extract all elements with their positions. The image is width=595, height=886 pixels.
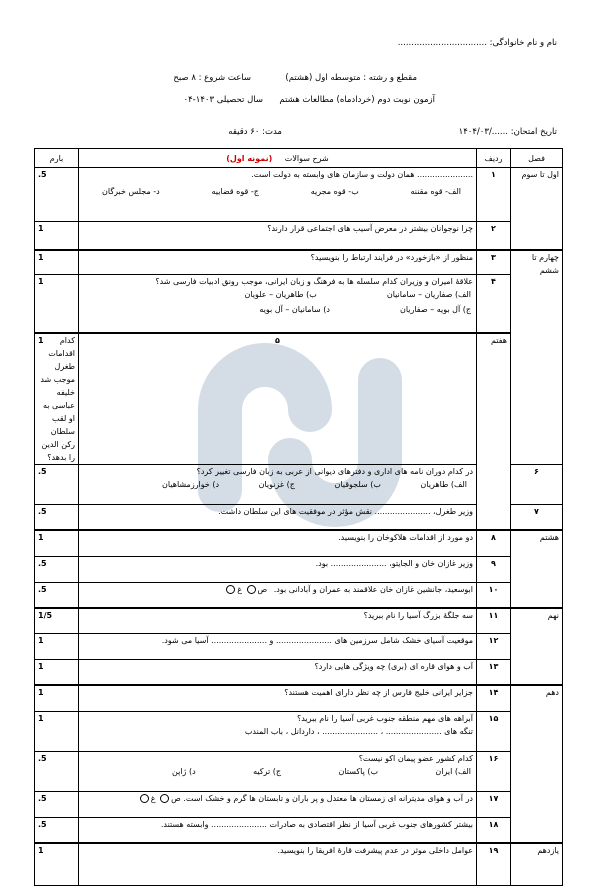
question-text <box>79 275 477 333</box>
false-circle-icon <box>140 794 149 803</box>
table-row <box>35 530 563 556</box>
exam-title: آزمون نوبت دوم (خردادماه) مطالعات هشتم <box>279 95 435 105</box>
option-list <box>82 185 473 198</box>
option-list <box>82 478 473 491</box>
score-cell: 1/5 <box>35 608 79 633</box>
question-number: ۲ <box>477 222 511 250</box>
option-list <box>82 765 473 778</box>
question-number: ۱۸ <box>477 817 511 843</box>
score-cell: .5 <box>35 168 79 222</box>
question-text: منظور از «بازخورد» در فرایند ارتباط را بنویسید؟ <box>79 250 477 275</box>
false-circle-icon <box>226 585 235 594</box>
table-row <box>35 250 563 275</box>
question-text <box>79 751 477 791</box>
question-number: ۱۳ <box>477 659 511 685</box>
question-text: کدام اقدامات طغرل موجب شد خلیفه عباسی به او لقب سلطان رکن الدین را بدهد؟ <box>35 333 79 465</box>
option-a: الف) ایران <box>435 766 471 776</box>
option-d: د) سامانیان – آل بویه <box>259 305 330 314</box>
option-c: ج) آل بویه – صفاریان <box>399 305 471 314</box>
question-number: ۱۲ <box>477 633 511 659</box>
header-desc-sample: (نمونه اول) <box>226 153 273 163</box>
question-text: بیشتر کشورهای جنوب غربی آسیا از نظر اقتصادی به صادرات ...................... وابسته هستند. <box>79 817 477 843</box>
question-body: آبراهه های مهم منطقه جنوب غربی آسیا را نام ببرید؟ <box>296 713 473 723</box>
score-cell: 1 <box>35 711 79 751</box>
option-d: د) ژاپن <box>172 766 196 776</box>
question-body: در آب و هوای مدیترانه ای زمستان ها معتدل و پر باران و تابستان ها گرم و خشک است. <box>183 793 473 803</box>
score-cell: 1 <box>35 275 79 333</box>
table-row <box>35 556 563 582</box>
false-option[interactable]: غ <box>138 794 156 803</box>
table-row <box>35 685 563 711</box>
true-circle-icon <box>160 794 169 803</box>
score-cell: .5 <box>35 556 79 582</box>
question-text: وزیر غازان خان و الجایتو، ...................... بود. <box>79 556 477 582</box>
exam-table <box>34 148 563 886</box>
question-text: وزیر طغرل، ...................... نقش مؤثر در موفقیت های این سلطان داشت. <box>79 504 477 530</box>
header-section: فصل <box>511 149 563 168</box>
question-text: عوامل داخلی موثر در عدم پیشرفت قارهٔ افریقا را بنویسید. <box>79 843 477 885</box>
option-b: ب) پاکستان <box>338 766 378 776</box>
header-desc-label: شرح سوالات <box>284 153 329 163</box>
question-number: ۱۹ <box>477 843 511 885</box>
question-text: دو مورد از اقدامات هلاکوخان را بنویسید. <box>79 530 477 556</box>
score-cell: .5 <box>35 817 79 843</box>
question-text <box>79 711 477 751</box>
question-number: ۸ <box>477 530 511 556</box>
score-cell: 1 <box>35 659 79 685</box>
score-cell: 1 <box>35 633 79 659</box>
table-row <box>35 791 563 817</box>
question-number: ۱۱ <box>477 608 511 633</box>
table-row <box>35 222 563 250</box>
question-body: کدام کشور عضو پیمان اکو نیست؟ <box>358 753 473 763</box>
option-c: ج) غزنویان <box>258 479 295 489</box>
option-c: ج) ترکیه <box>253 766 282 776</box>
question-number: ۱۵ <box>477 711 511 751</box>
duration-label: مدت: ۶۰ دقیقه <box>228 127 282 137</box>
question-number: ۹ <box>477 556 511 582</box>
question-text: موقعیت آسیای خشک شامل سرزمین های ...................... و ...................... آسیا می شود. <box>79 633 477 659</box>
header-row: ردیف <box>477 149 511 168</box>
option-a: الف- قوه مقننه <box>410 187 461 196</box>
score-cell: 1 <box>35 222 79 250</box>
option-d: د) خوارزمشاهیان <box>162 479 220 489</box>
question-number: ۳ <box>477 250 511 275</box>
question-text <box>79 582 477 608</box>
question-body: در کدام دوران نامه های اداری و دفترهای دیوانی از عربی به زبان فارسی تغییر کرد؟ <box>196 466 473 476</box>
table-row <box>35 659 563 685</box>
exam-date-label: تاریخ امتحان: ....../۱۴۰۴/۰۳ <box>458 127 557 137</box>
false-option[interactable]: غ <box>224 585 242 594</box>
option-row <box>82 288 473 301</box>
question-body: ابوسعید، جانشین غازان خان علاقمند به عمران و آبادانی بود. <box>273 584 473 594</box>
score-cell: 1 <box>35 843 79 885</box>
option-b: ب- قوه مجریه <box>310 187 359 196</box>
start-time-label: ساعت شروع : ۸ صبح <box>173 73 251 83</box>
table-row <box>35 582 563 608</box>
question-text: سه جلگهٔ بزرگ آسیا را نام ببرید؟ <box>79 608 477 633</box>
question-text: آب و هوای قاره ای (بری) چه ویژگی هایی دارد؟ <box>79 659 477 685</box>
option-b: ب) طاهریان – علویان <box>244 290 317 299</box>
score-cell: 1 <box>35 530 79 556</box>
table-row <box>35 817 563 843</box>
table-row <box>35 608 563 633</box>
score-cell: .5 <box>35 504 79 530</box>
header-score: بارم <box>35 149 79 168</box>
question-text: جزایر ایرانی خلیج فارس از چه نظر دارای اهمیت هستند؟ <box>79 685 477 711</box>
question-body: علاقهٔ امیران و وزیران کدام سلسله ها به فرهنگ و زبان ایرانی، موجب رونق ادبیات فارسی شد؟ <box>155 277 473 286</box>
table-row <box>35 751 563 791</box>
school-year-label: سال تحصیلی ۱۴۰۳-۰۴ <box>183 95 263 105</box>
table-row <box>35 843 563 885</box>
section-cell: چهارم تا ششم <box>511 250 563 465</box>
table-row <box>35 711 563 751</box>
question-body: ...................... همان دولت و سازمان های وابسته به دولت است. <box>251 170 473 179</box>
option-row <box>82 303 473 316</box>
option-d: د- مجلس خبرگان <box>102 187 160 196</box>
student-name-field: نام و نام خانوادگی: ................................. <box>397 38 557 48</box>
section-cell: دهم <box>511 685 563 843</box>
table-row <box>35 633 563 659</box>
true-option[interactable]: ص <box>158 794 181 803</box>
question-number: ۱۰ <box>477 582 511 608</box>
grade-label: مقطع و رشته : متوسطه اول (هشتم) <box>285 73 417 83</box>
question-number: ۱۴ <box>477 685 511 711</box>
option-c: ج- قوه قضاییه <box>211 187 259 196</box>
question-text <box>79 168 477 222</box>
true-circle-icon <box>247 585 256 594</box>
section-cell: اول تا سوم <box>511 168 563 250</box>
question-number: ۵ <box>79 333 477 465</box>
question-number: ۱۷ <box>477 791 511 817</box>
true-option[interactable]: ص <box>245 585 268 594</box>
option-b: ب) سلجوقیان <box>334 479 381 489</box>
question-text <box>79 791 477 817</box>
question-text <box>79 464 477 504</box>
table-row <box>35 275 563 333</box>
score-cell: .5 <box>35 751 79 791</box>
section-cell: نهم <box>511 608 563 685</box>
question-number: ۱۶ <box>477 751 511 791</box>
section-cell: هشتم <box>511 530 563 608</box>
question-number: ۱ <box>477 168 511 222</box>
question-number: ۷ <box>511 504 563 530</box>
section-cell: یازدهم <box>511 843 563 885</box>
score-cell: .5 <box>35 464 79 504</box>
score-cell: .5 <box>35 582 79 608</box>
header-desc <box>79 149 477 168</box>
table-row: هفتم ۵ کدام اقدامات طغرل موجب شد خلیفه عباسی به او لقب سلطان رکن الدین را بدهد؟ 1 <box>35 333 563 465</box>
question-text: چرا نوجوانان بیشتر در معرض آسیب های اجتماعی قرار دارند؟ <box>79 222 477 250</box>
table-row <box>35 168 563 222</box>
question-number: ۶ <box>511 464 563 504</box>
option-a: الف) طاهریان <box>420 479 467 489</box>
score-cell: 1 <box>35 250 79 275</box>
question-number: ۴ <box>477 275 511 333</box>
question-body-2: تنگه های ...................... ، ...................... ، داردانل ، باب المندب <box>244 726 473 736</box>
option-a: الف) صفاریان – سامانیان <box>386 290 471 299</box>
table-header-row <box>35 149 563 168</box>
score-cell: .5 <box>35 791 79 817</box>
section-cell: هفتم <box>477 333 511 531</box>
score-cell: 1 <box>35 685 79 711</box>
